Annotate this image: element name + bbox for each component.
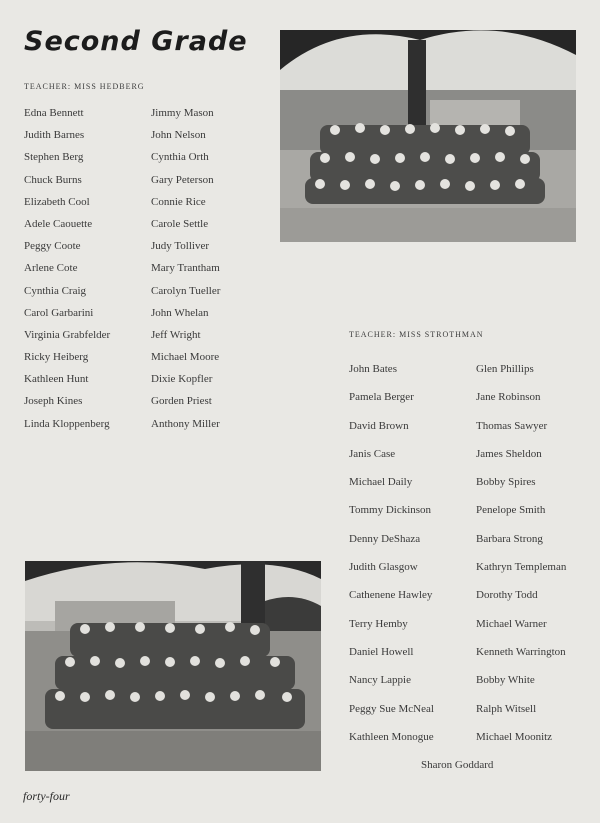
student-name: Thomas Sawyer (476, 419, 548, 432)
student-name: David Brown (349, 419, 409, 432)
class2-teacher-label: TEACHER: MISS STROTHMAN (349, 330, 484, 339)
student-name: John Bates (349, 363, 397, 375)
student-name: John Nelson (151, 129, 206, 142)
student-name: Kathleen Monogue (349, 730, 434, 743)
student-name: Edna Bennett (24, 107, 84, 119)
student-name: Michael Daily (349, 476, 413, 489)
student-name: Gorden Priest (151, 395, 212, 408)
student-name: Jimmy Mason (151, 107, 214, 119)
student-name: Virginia Grabfelder (24, 328, 111, 341)
student-name: Janis Case (349, 447, 396, 460)
class1-teacher-label: TEACHER: MISS HEDBERG (24, 82, 145, 91)
student-name: Cynthia Orth (151, 151, 209, 164)
class2-names-left (349, 355, 434, 751)
student-name: Stephen Berg (24, 151, 84, 164)
page-number: forty-four (23, 789, 70, 803)
student-name: Kenneth Warrington (476, 645, 566, 658)
class2-last-name: Sharon Goddard (421, 759, 494, 771)
student-name: Daniel Howell (349, 645, 414, 658)
student-name: Pamela Berger (349, 391, 414, 404)
student-name: Cynthia Craig (24, 284, 87, 297)
student-name: Dorothy Todd (476, 589, 538, 602)
student-name: Jane Robinson (476, 391, 541, 404)
student-name: Arlene Cote (24, 262, 78, 275)
student-name: Elizabeth Cool (24, 195, 90, 208)
student-name: Denny DeShaza (349, 532, 421, 545)
student-name: James Sheldon (476, 447, 542, 460)
student-name: Anthony Miller (151, 417, 220, 430)
student-name: Kathleen Hunt (24, 373, 89, 386)
student-name: Judith Barnes (24, 129, 85, 142)
student-name: Bobby White (476, 674, 535, 687)
student-name: Penelope Smith (476, 504, 546, 517)
student-name: Judy Tolliver (151, 240, 209, 253)
class2-names-right (476, 355, 566, 751)
student-name: Connie Rice (151, 195, 206, 208)
student-name: Kathryn Templeman (476, 561, 567, 574)
student-name: Carole Settle (151, 217, 209, 230)
student-name: Tommy Dickinson (349, 504, 432, 517)
student-name: Peggy Coote (24, 240, 81, 253)
student-name: Michael Moore (151, 351, 220, 364)
student-name: Bobby Spires (476, 476, 536, 489)
student-name: Peggy Sue McNeal (349, 702, 434, 715)
student-name: Mary Trantham (151, 262, 220, 275)
student-name: Carol Garbarini (24, 306, 94, 319)
student-name: Glen Phillips (476, 363, 534, 375)
student-name: Adele Caouette (24, 217, 93, 230)
student-name: Terry Hemby (349, 617, 408, 630)
class-photo-hedberg (280, 30, 576, 242)
class-photo-strothman (25, 561, 321, 771)
student-name: Cathenene Hawley (349, 589, 433, 602)
student-name: Judith Glasgow (349, 561, 418, 574)
student-name: Michael Warner (476, 617, 547, 630)
student-name: Dixie Kopfler (151, 373, 213, 386)
student-name: Gary Peterson (151, 173, 214, 186)
student-name: Linda Kloppenberg (24, 417, 110, 430)
student-name: Ricky Heiberg (24, 351, 89, 364)
student-name: Ralph Witsell (476, 702, 537, 715)
page-title: Second Grade (24, 26, 248, 57)
class1-names-right (151, 102, 220, 435)
student-name: Chuck Burns (24, 173, 82, 186)
student-name: Joseph Kines (24, 395, 83, 408)
student-name: Jeff Wright (151, 328, 201, 341)
student-name: Carolyn Tueller (151, 284, 221, 297)
student-name: Barbara Strong (476, 532, 543, 545)
student-name: Michael Moonitz (476, 730, 553, 743)
student-name: Nancy Lappie (349, 674, 411, 687)
student-name: John Whelan (151, 306, 209, 319)
class1-names-left (24, 102, 110, 435)
